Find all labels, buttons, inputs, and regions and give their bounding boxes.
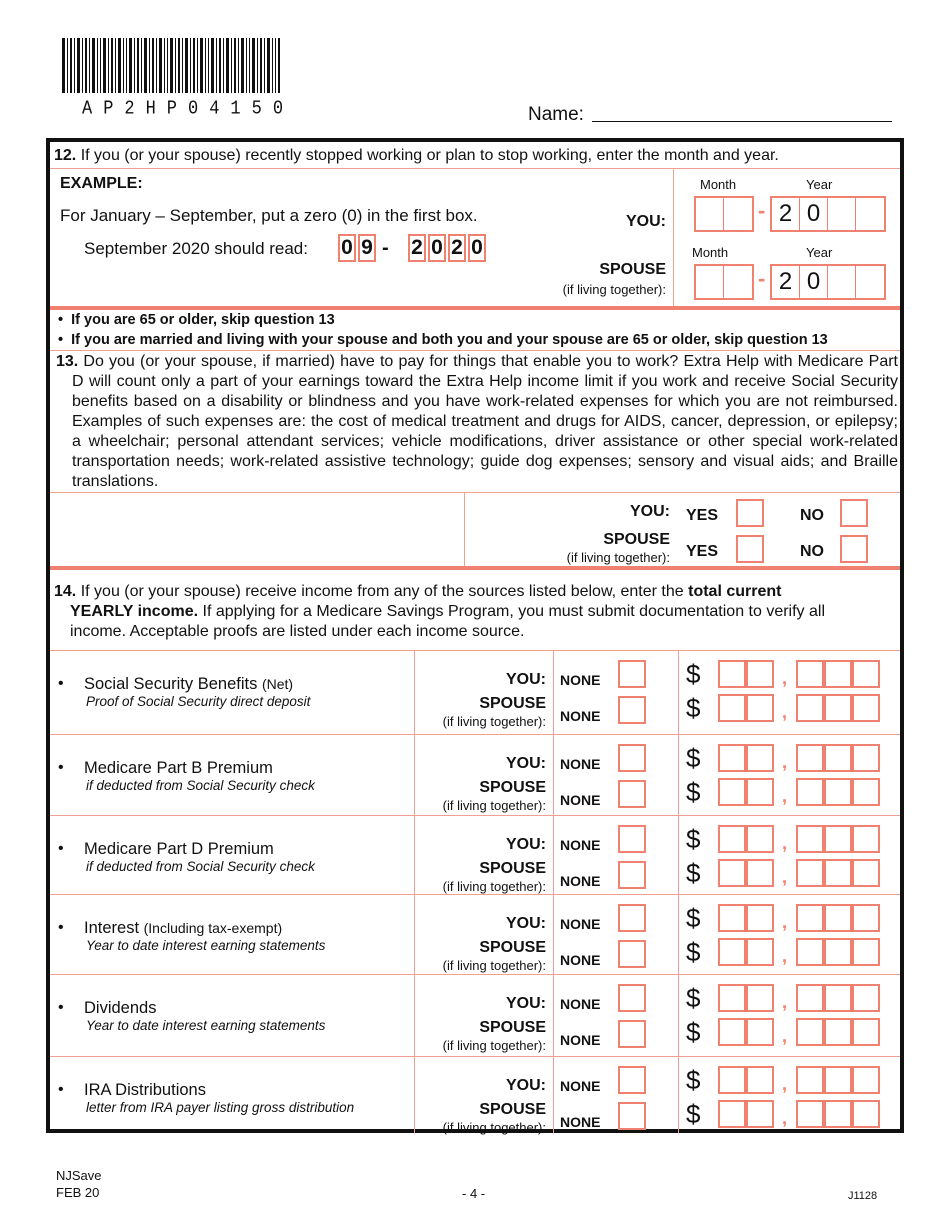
income-source-proof: letter from IRA payer listing gross distribution	[86, 1100, 355, 1115]
row-spouse-none-checkbox[interactable]	[618, 780, 646, 808]
amount-digit-box[interactable]	[746, 904, 774, 932]
amount-digit-box[interactable]	[824, 859, 852, 887]
row-spouse-label: SPOUSE	[479, 1019, 546, 1036]
dollar-sign: $	[686, 659, 701, 689]
spouse-month-input[interactable]	[694, 264, 754, 300]
dollar-sign: $	[686, 983, 701, 1013]
amount-digit-box[interactable]	[718, 694, 746, 722]
row-you-none-checkbox[interactable]	[618, 1066, 646, 1094]
row-spouse-none-checkbox[interactable]	[618, 940, 646, 968]
row-you-none-checkbox[interactable]	[618, 825, 646, 853]
spouse-year-input[interactable]	[770, 264, 886, 300]
q14-line2: YEARLY income. If applying for a Medicare Savings Program, you must submit documentation to verify all	[70, 603, 826, 620]
amount-digit-box[interactable]	[796, 778, 824, 806]
comma-separator: ,	[782, 1108, 788, 1128]
amount-digit-box[interactable]	[718, 859, 746, 887]
q13-spouse-label: SPOUSE	[603, 531, 670, 548]
amount-digit-box[interactable]	[796, 1018, 824, 1046]
q13-you-yes-label: YES	[686, 507, 719, 524]
spouse-month-label: Month	[692, 245, 729, 260]
spouse-dash: -	[758, 266, 766, 291]
row-you-label: YOU:	[506, 915, 546, 932]
dollar-sign: $	[686, 777, 701, 807]
amount-digit-box[interactable]	[746, 859, 774, 887]
amount-digit-box[interactable]	[718, 984, 746, 1012]
amount-digit-box[interactable]	[718, 1100, 746, 1128]
amount-digit-box[interactable]	[852, 1018, 880, 1046]
year-prefill: 0	[800, 266, 828, 298]
example-line1: For January – September, put a zero (0) in the first box.	[60, 206, 478, 225]
q13-spouse-yes-label: YES	[686, 543, 719, 560]
amount-digit-box[interactable]	[746, 1018, 774, 1046]
year-prefill: 0	[800, 198, 828, 230]
year-prefill: 2	[772, 266, 800, 298]
amount-digit-box[interactable]	[746, 984, 774, 1012]
row-spouse-none-label: NONE	[560, 1114, 601, 1130]
amount-digit-box[interactable]	[824, 778, 852, 806]
row-spouse-none-checkbox[interactable]	[618, 1102, 646, 1130]
amount-digit-box[interactable]	[746, 778, 774, 806]
row-you-label: YOU:	[506, 755, 546, 772]
comma-separator: ,	[782, 702, 788, 722]
q12-spouse-label: SPOUSE	[599, 261, 666, 278]
row-living-label: (if living together):	[442, 1038, 546, 1053]
row-you-none-label: NONE	[560, 1078, 601, 1094]
comma-separator: ,	[782, 786, 788, 806]
amount-digit-box[interactable]	[796, 825, 824, 853]
amount-digit-box[interactable]	[718, 744, 746, 772]
example-dash: -	[382, 237, 389, 259]
comma-separator: ,	[782, 946, 788, 966]
amount-digit-box[interactable]	[824, 825, 852, 853]
amount-digit-box[interactable]	[718, 938, 746, 966]
footer-left1: NJSave	[56, 1168, 102, 1183]
comma-separator: ,	[782, 752, 788, 772]
row-you-none-checkbox[interactable]	[618, 744, 646, 772]
q12-living-label: (if living together):	[562, 282, 666, 297]
amount-digit-box[interactable]	[718, 1066, 746, 1094]
row-spouse-none-label: NONE	[560, 873, 601, 889]
q12-you-label: YOU:	[626, 213, 666, 230]
form-code: J1128	[848, 1190, 878, 1202]
q13-living-label: (if living together):	[566, 550, 670, 565]
amount-digit-box[interactable]	[852, 694, 880, 722]
example-digit: 0	[468, 234, 486, 262]
amount-digit-box[interactable]	[796, 744, 824, 772]
example-digit: 0	[428, 234, 446, 262]
you-month-input[interactable]	[694, 196, 754, 232]
amount-digit-box[interactable]	[718, 904, 746, 932]
row-spouse-none-label: NONE	[560, 952, 601, 968]
year-prefill: 2	[772, 198, 800, 230]
amount-digit-box[interactable]	[796, 904, 824, 932]
dollar-sign: $	[686, 743, 701, 773]
amount-digit-box[interactable]	[796, 1066, 824, 1094]
row-spouse-label: SPOUSE	[479, 1101, 546, 1118]
row-you-none-checkbox[interactable]	[618, 984, 646, 1012]
income-source-title: Medicare Part B Premium	[84, 759, 273, 777]
footer-left2: FEB 20	[56, 1185, 100, 1200]
amount-digit-box[interactable]	[824, 744, 852, 772]
form-frame	[46, 138, 904, 1133]
skip-note: • If you are married and living with your spouse and both you and your spouse are 65 or older, skip question 13	[58, 332, 828, 348]
row-spouse-none-label: NONE	[560, 708, 601, 724]
barcode	[62, 38, 280, 93]
row-you-none-label: NONE	[560, 916, 601, 932]
amount-digit-box[interactable]	[852, 859, 880, 887]
dollar-sign: $	[686, 858, 701, 888]
comma-separator: ,	[782, 912, 788, 932]
amount-digit-box[interactable]	[746, 660, 774, 688]
amount-digit-box[interactable]	[852, 1100, 880, 1128]
amount-digit-box[interactable]	[718, 660, 746, 688]
income-source-title: Interest (Including tax-exempt)	[84, 919, 283, 937]
q13-you-yes-checkbox[interactable]	[736, 499, 764, 527]
amount-digit-box[interactable]	[796, 694, 824, 722]
row-living-label: (if living together):	[442, 1120, 546, 1135]
row-spouse-label: SPOUSE	[479, 695, 546, 712]
barcode-text: AP2HP04150	[82, 98, 295, 121]
amount-digit-box[interactable]	[718, 1018, 746, 1046]
income-source-proof: if deducted from Social Security check	[86, 778, 315, 793]
dollar-sign: $	[686, 824, 701, 854]
amount-digit-box[interactable]	[824, 904, 852, 932]
q13-spouse-no-label: NO	[800, 543, 824, 560]
name-label: Name:	[528, 104, 584, 125]
row-you-label: YOU:	[506, 836, 546, 853]
amount-digit-box[interactable]	[852, 825, 880, 853]
amount-digit-box[interactable]	[796, 1100, 824, 1128]
amount-digit-box[interactable]	[746, 744, 774, 772]
amount-digit-box[interactable]	[796, 938, 824, 966]
amount-digit-box[interactable]	[718, 778, 746, 806]
row-you-none-label: NONE	[560, 756, 601, 772]
q13-spouse-no-checkbox[interactable]	[840, 535, 868, 563]
dollar-sign: $	[686, 903, 701, 933]
amount-digit-box[interactable]	[746, 825, 774, 853]
dollar-sign: $	[686, 937, 701, 967]
row-living-label: (if living together):	[442, 798, 546, 813]
amount-digit-box[interactable]	[824, 694, 852, 722]
amount-digit-box[interactable]	[796, 859, 824, 887]
example-digit: 0	[338, 234, 356, 262]
amount-digit-box[interactable]	[852, 660, 880, 688]
row-you-none-label: NONE	[560, 996, 601, 1012]
income-source-title: Social Security Benefits (Net)	[84, 675, 294, 693]
dollar-sign: $	[686, 1099, 701, 1129]
amount-digit-box[interactable]	[824, 1066, 852, 1094]
amount-digit-box[interactable]	[824, 660, 852, 688]
example-digit: 2	[408, 234, 426, 262]
income-source-proof: Year to date interest earning statements	[86, 938, 326, 953]
row-you-label: YOU:	[506, 1077, 546, 1094]
row-spouse-label: SPOUSE	[479, 939, 546, 956]
amount-digit-box[interactable]	[796, 660, 824, 688]
amount-digit-box[interactable]	[824, 984, 852, 1012]
row-living-label: (if living together):	[442, 879, 546, 894]
q13-you-no-label: NO	[800, 507, 824, 524]
row-spouse-label: SPOUSE	[479, 860, 546, 877]
row-you-none-label: NONE	[560, 837, 601, 853]
row-bullet: •	[58, 1081, 64, 1098]
skip-note: • If you are 65 or older, skip question 13	[58, 312, 335, 328]
q14-line1: 14. If you (or your spouse) receive income from any of the sources listed below, enter the total current	[54, 583, 782, 600]
amount-digit-box[interactable]	[852, 904, 880, 932]
amount-digit-box[interactable]	[852, 778, 880, 806]
amount-digit-box[interactable]	[746, 694, 774, 722]
row-spouse-none-checkbox[interactable]	[618, 696, 646, 724]
row-spouse-none-checkbox[interactable]	[618, 1020, 646, 1048]
amount-digit-box[interactable]	[852, 984, 880, 1012]
q13-you-no-checkbox[interactable]	[840, 499, 868, 527]
comma-separator: ,	[782, 833, 788, 853]
comma-separator: ,	[782, 867, 788, 887]
comma-separator: ,	[782, 668, 788, 688]
q13-you-label: YOU:	[630, 503, 670, 520]
income-source-proof: if deducted from Social Security check	[86, 859, 315, 874]
row-you-label: YOU:	[506, 995, 546, 1012]
income-source-title: IRA Distributions	[84, 1081, 206, 1099]
you-year-label: Year	[806, 177, 833, 192]
amount-digit-box[interactable]	[746, 938, 774, 966]
row-you-none-label: NONE	[560, 672, 601, 688]
example-line2: September 2020 should read:	[84, 239, 308, 258]
row-you-none-checkbox[interactable]	[618, 904, 646, 932]
row-bullet: •	[58, 759, 64, 776]
you-year-input[interactable]	[770, 196, 886, 232]
comma-separator: ,	[782, 1026, 788, 1046]
q12-header: 12. If you (or your spouse) recently stopped working or plan to stop working, enter the month and year.	[54, 147, 779, 164]
row-spouse-none-label: NONE	[560, 792, 601, 808]
dollar-sign: $	[686, 693, 701, 723]
amount-digit-box[interactable]	[824, 938, 852, 966]
amount-digit-box[interactable]	[746, 1100, 774, 1128]
amount-digit-box[interactable]	[852, 938, 880, 966]
comma-separator: ,	[782, 992, 788, 1012]
income-source-proof: Year to date interest earning statements	[86, 1018, 326, 1033]
q13-spouse-yes-checkbox[interactable]	[736, 535, 764, 563]
amount-digit-box[interactable]	[824, 1100, 852, 1128]
q14-line3: income. Acceptable proofs are listed under each income source.	[70, 623, 525, 640]
row-bullet: •	[58, 999, 64, 1016]
amount-digit-box[interactable]	[718, 825, 746, 853]
name-field[interactable]	[592, 121, 892, 122]
example-label: EXAMPLE:	[60, 175, 143, 192]
example-digit: 2	[448, 234, 466, 262]
you-month-label: Month	[700, 177, 737, 192]
q13-text: 13. Do you (or your spouse, if married) have to pay for things that enable you to work? Extra Help with Medicare Part D will count only a part of your earnings toward the Extra Help income limit if you work and receive Social Security benefits based on a disability or blindness and you have work-related expenses for which you are not reimbursed. Examples of such expenses are: the cost of medical treatment and drugs for AIDS, cancer, depression, or epilepsy; a wheelchair; personal attendant services; vehicle modifications, driver assistance or other special work-related transportation needs; work-related assistive technology; guide dog expenses; sensory and visual aids; and Braille translations.	[56, 353, 898, 490]
dollar-sign: $	[686, 1065, 701, 1095]
row-spouse-none-label: NONE	[560, 1032, 601, 1048]
row-spouse-label: SPOUSE	[479, 779, 546, 796]
you-dash: -	[758, 198, 766, 223]
example-digit: 9	[358, 234, 376, 262]
amount-digit-box[interactable]	[824, 1018, 852, 1046]
amount-digit-box[interactable]	[852, 744, 880, 772]
income-source-proof: Proof of Social Security direct deposit	[86, 694, 311, 709]
income-source-title: Medicare Part D Premium	[84, 840, 274, 858]
row-you-none-checkbox[interactable]	[618, 660, 646, 688]
row-living-label: (if living together):	[442, 714, 546, 729]
row-you-label: YOU:	[506, 671, 546, 688]
row-living-label: (if living together):	[442, 958, 546, 973]
spouse-year-label: Year	[806, 245, 833, 260]
comma-separator: ,	[782, 1074, 788, 1094]
amount-digit-box[interactable]	[796, 984, 824, 1012]
row-bullet: •	[58, 919, 64, 936]
row-bullet: •	[58, 840, 64, 857]
page-number: - 4 -	[462, 1186, 486, 1201]
row-bullet: •	[58, 675, 64, 692]
amount-digit-box[interactable]	[852, 1066, 880, 1094]
amount-digit-box[interactable]	[746, 1066, 774, 1094]
dollar-sign: $	[686, 1017, 701, 1047]
row-spouse-none-checkbox[interactable]	[618, 861, 646, 889]
income-source-title: Dividends	[84, 999, 157, 1017]
